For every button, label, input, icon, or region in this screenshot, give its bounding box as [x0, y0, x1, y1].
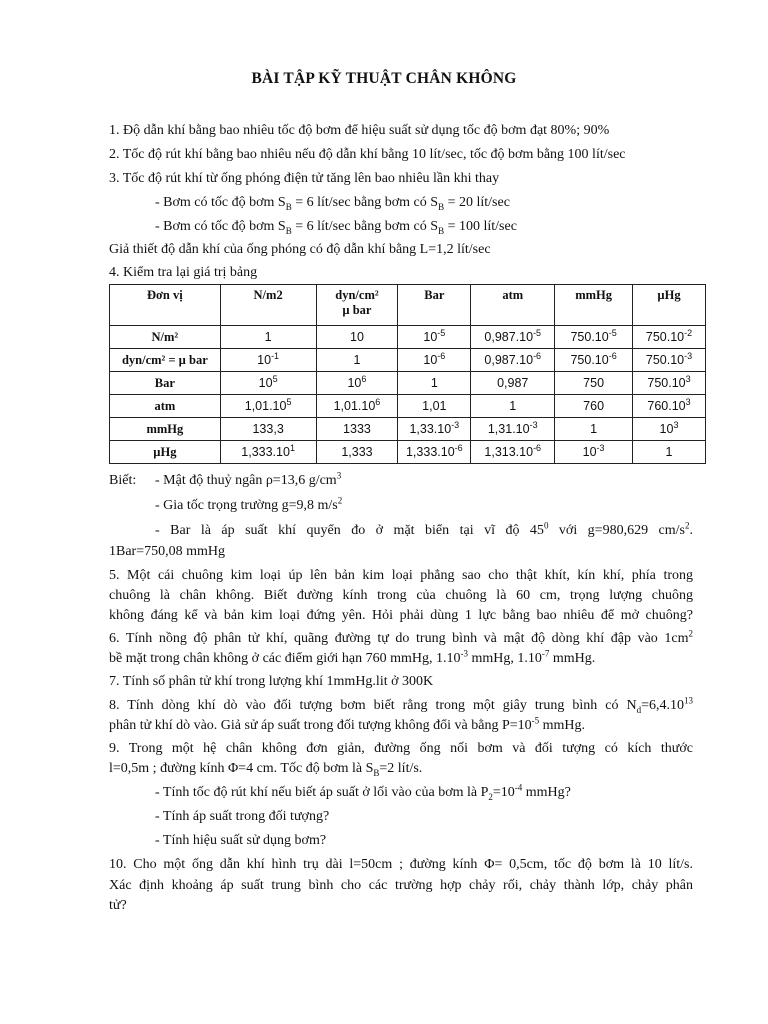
table-cell — [316, 372, 398, 395]
cell-exponent: -6 — [533, 442, 542, 453]
cell-value: 1,01.10 — [333, 399, 376, 413]
table-cell — [316, 441, 398, 464]
question-10-line-3: tử? — [109, 898, 127, 913]
question-9-item-c: - Tính hiệu suất sử dụng bơm? — [155, 833, 327, 848]
cell-value: 750.10 — [645, 353, 685, 367]
table-header-cell: N/m2 — [220, 285, 316, 326]
table-cell — [316, 349, 398, 372]
cell-value: 1 — [264, 330, 272, 344]
table-header-cell: atm — [471, 285, 555, 326]
cell-exponent: -5 — [533, 327, 542, 338]
cell-exponent: -5 — [437, 327, 446, 338]
question-7: 7. Tính số phân tử khí trong lượng khí 1mmHg.lit ở 300K — [109, 674, 434, 689]
cell-value: 0,987.10 — [484, 353, 534, 367]
cell-exponent: -3 — [596, 442, 605, 453]
cell-exponent: 5 — [286, 396, 292, 407]
row-header-cell: mmHg — [110, 418, 221, 441]
table-cell — [471, 395, 555, 418]
cell-value: 10 — [423, 353, 438, 367]
document-title: BÀI TẬP KỸ THUẬT CHÂN KHÔNG — [251, 70, 517, 87]
cell-value: 1,333.10 — [405, 445, 455, 459]
table-row — [110, 349, 706, 372]
question-5-line-2: chuông là chân không. Biết đường kính trong của chuông là 60 cm, trọng lượng chuông — [109, 588, 693, 603]
cell-value: 10 — [350, 330, 364, 344]
table-header-cell: Bar — [398, 285, 471, 326]
table-cell — [471, 349, 555, 372]
cell-value: 760 — [583, 399, 605, 413]
table-cell — [555, 349, 633, 372]
table-cell — [220, 326, 316, 349]
table-cell — [633, 372, 706, 395]
question-3-option-a: - Bơm có tốc độ bơm $S_B = 6$ lít/sec bằng bơm có $S_B = 20$ lít/sec — [155, 195, 510, 212]
cell-exponent: 3 — [685, 373, 691, 384]
cell-exponent: 3 — [685, 396, 691, 407]
cell-value: 133,3 — [252, 422, 284, 436]
cell-value: 1,01 — [422, 399, 447, 413]
header-line: µ bar — [342, 303, 372, 317]
cell-value: 750 — [583, 376, 605, 390]
cell-value: 1,333.10 — [241, 445, 290, 459]
cell-value: 1 — [353, 353, 361, 367]
table-cell — [555, 326, 633, 349]
header-line: dyn/cm² — [335, 288, 379, 302]
cell-exponent: -2 — [684, 327, 693, 338]
question-10-line-1: 10. Cho một ống dẫn khí hình trụ dài l=50cm ; đường kính Φ= 0,5cm, tốc độ bơm là 10 lít/s. — [109, 857, 693, 872]
row-header-cell: N/m² — [110, 326, 221, 349]
question-9-item-a: - Tính tốc độ rút khí nếu biết áp suất ở lối vào của bơm là $P_2=10^{-4}$ mmHg? — [155, 782, 571, 802]
table-cell — [398, 418, 471, 441]
row-header-cell: dyn/cm² = µ bar — [110, 349, 221, 372]
known-label: Biết: — [109, 473, 137, 488]
question-9-line-2: l=0,5m ; đường kính Φ=4 cm. Tốc độ bơm là $S_B=2$ lít/s. — [109, 761, 423, 778]
cell-value: 750.10 — [647, 376, 686, 390]
question-3-assumption: Giả thiết độ dẫn khí của ống phóng có độ dẫn khí bằng L=1,2 lít/sec — [109, 242, 491, 257]
table-header-cell: mmHg — [555, 285, 633, 326]
cell-value: 1 — [590, 422, 598, 436]
cell-exponent: -3 — [684, 350, 693, 361]
table-row — [110, 326, 706, 349]
table-cell — [633, 349, 706, 372]
question-3: 3. Tốc độ rút khí từ ống phóng điện tử tăng lên bao nhiêu lần khi thay — [109, 171, 500, 186]
question-9-line-1: 9. Trong một hệ chân không đơn giản, đường ống nối bơm và đối tượng có kích thước — [109, 741, 693, 756]
table-row — [110, 418, 706, 441]
cell-exponent: 5 — [272, 373, 278, 384]
cell-value: 1 — [665, 445, 673, 459]
question-9-item-b: - Tính áp suất trong đối tượng? — [155, 809, 330, 824]
known-item-bar-conversion: 1Bar=750,08 mmHg — [109, 544, 225, 559]
cell-exponent: -1 — [271, 350, 280, 361]
cell-exponent: 1 — [289, 442, 295, 453]
cell-exponent: -6 — [608, 350, 617, 361]
table-cell — [220, 441, 316, 464]
question-3-option-b: - Bơm có tốc độ bơm $S_B = 6$ lít/sec bằng bơm có $S_B = 100$ lít/sec — [155, 219, 517, 236]
question-6-line-2: bề mặt trong chân không ở các điểm giới hạn 760 mmHg, $1.10^{-3}$ mmHg, $1.10^{-7}$ mmHg. — [109, 648, 596, 666]
cell-value: 1,31.10 — [487, 422, 530, 436]
known-item-bar: - Bar là áp suất khí quyển đo ở mặt biển tại vĩ độ $45^0$ với g=980,629 $cm/s^2$. — [155, 520, 694, 538]
cell-value: 10 — [257, 353, 272, 367]
table-cell — [633, 418, 706, 441]
cell-value: 1333 — [343, 422, 371, 436]
cell-value: 1 — [430, 376, 438, 390]
cell-exponent: -3 — [529, 419, 538, 430]
row-header-cell: µHg — [110, 441, 221, 464]
table-row — [110, 441, 706, 464]
table-cell — [471, 372, 555, 395]
cell-exponent: -6 — [437, 350, 446, 361]
table-cell — [398, 441, 471, 464]
table-row — [110, 372, 706, 395]
cell-value: 750.10 — [570, 353, 609, 367]
cell-value: 10 — [659, 422, 674, 436]
question-5-line-3: không đáng kể và bản kim loại đứng yên. Hỏi phải dùng 1 lực bằng bao nhiêu để mở chuông? — [109, 608, 693, 623]
table-cell — [316, 418, 398, 441]
cell-exponent: -3 — [451, 419, 460, 430]
table-cell — [555, 418, 633, 441]
question-6-line-1: 6. Tính nồng độ phân tử khí, quãng đường tự do trung bình và mật độ dòng khí đập vào $1cm^2$ — [109, 628, 693, 646]
cell-value: 1,33.10 — [409, 422, 452, 436]
cell-exponent: -6 — [533, 350, 542, 361]
cell-value: 1,313.10 — [484, 445, 534, 459]
row-header-cell: atm — [110, 395, 221, 418]
table-cell — [316, 395, 398, 418]
cell-value: 0,987.10 — [484, 330, 534, 344]
table-cell — [555, 441, 633, 464]
question-5-line-1: 5. Một cái chuông kim loại úp lên bản kim loại phẳng sao cho thật khít, kín khí, phía trong — [109, 568, 693, 583]
cell-value: 0,987 — [497, 376, 529, 390]
table-cell — [555, 395, 633, 418]
known-item-gravity: - Gia tốc trọng trường g=9,8 $m/s^2$ — [155, 495, 343, 513]
question-1: 1. Độ dẫn khí bằng bao nhiêu tốc độ bơm để hiệu suất sử dụng tốc độ bơm đạt 80%; 90% — [109, 123, 610, 138]
table-cell — [220, 349, 316, 372]
cell-value: 10 — [423, 330, 438, 344]
question-8-line-1: 8. Tính dòng khí dò vào đối tượng bơm biết rằng trong một giây trung bình có $N_d=6,4.10^{13}$ — [109, 695, 693, 715]
cell-value: 1 — [509, 399, 517, 413]
table-cell — [633, 326, 706, 349]
table-cell — [633, 395, 706, 418]
table-cell — [398, 326, 471, 349]
question-4: 4. Kiểm tra lại giá trị bảng — [109, 265, 258, 280]
cell-value: 760.10 — [647, 399, 686, 413]
cell-value: 750.10 — [570, 330, 609, 344]
table-header-cell: µHg — [633, 285, 706, 326]
table-cell — [220, 372, 316, 395]
table-cell — [471, 441, 555, 464]
cell-exponent: 6 — [361, 373, 367, 384]
table-header-cell — [316, 285, 398, 326]
row-header-cell: Bar — [110, 372, 221, 395]
known-item-density: - Mật độ thuỷ ngân ρ=13,6 $g/cm^3$ — [155, 470, 342, 488]
table-cell — [398, 395, 471, 418]
table-cell — [316, 326, 398, 349]
table-cell — [633, 441, 706, 464]
table-cell — [555, 372, 633, 395]
cell-exponent: 6 — [375, 396, 381, 407]
cell-value: 750.10 — [645, 330, 685, 344]
question-10-line-2: Xác định khoảng áp suất trung bình cho các trường hợp chảy rối, chảy thành lớp, chảy phân — [109, 878, 693, 893]
table-header-row — [110, 285, 706, 326]
table-cell — [220, 395, 316, 418]
cell-value: 10 — [347, 376, 362, 390]
table-row — [110, 395, 706, 418]
cell-exponent: -5 — [608, 327, 617, 338]
unit-conversion-table — [109, 284, 706, 464]
cell-exponent: -6 — [454, 442, 463, 453]
cell-value: 10 — [258, 376, 273, 390]
cell-value: 10 — [582, 445, 597, 459]
table-cell — [471, 326, 555, 349]
table-cell — [398, 349, 471, 372]
cell-value: 1,333 — [341, 445, 373, 459]
table-cell — [471, 418, 555, 441]
table-header-cell: Đơn vị — [110, 285, 221, 326]
question-2: 2. Tốc độ rút khí bằng bao nhiêu nếu độ dẫn khí bằng 10 lít/sec, tốc độ bơm bằng 100 lít/sec — [109, 147, 626, 162]
cell-value: 1,01.10 — [244, 399, 287, 413]
cell-exponent: 3 — [673, 419, 679, 430]
question-8-line-2: phân tử khí dò vào. Giả sử áp suất trong đối tượng không đổi và bằng $P=10^{-5}$ mmHg. — [109, 715, 586, 733]
table-cell — [220, 418, 316, 441]
table-cell — [398, 372, 471, 395]
